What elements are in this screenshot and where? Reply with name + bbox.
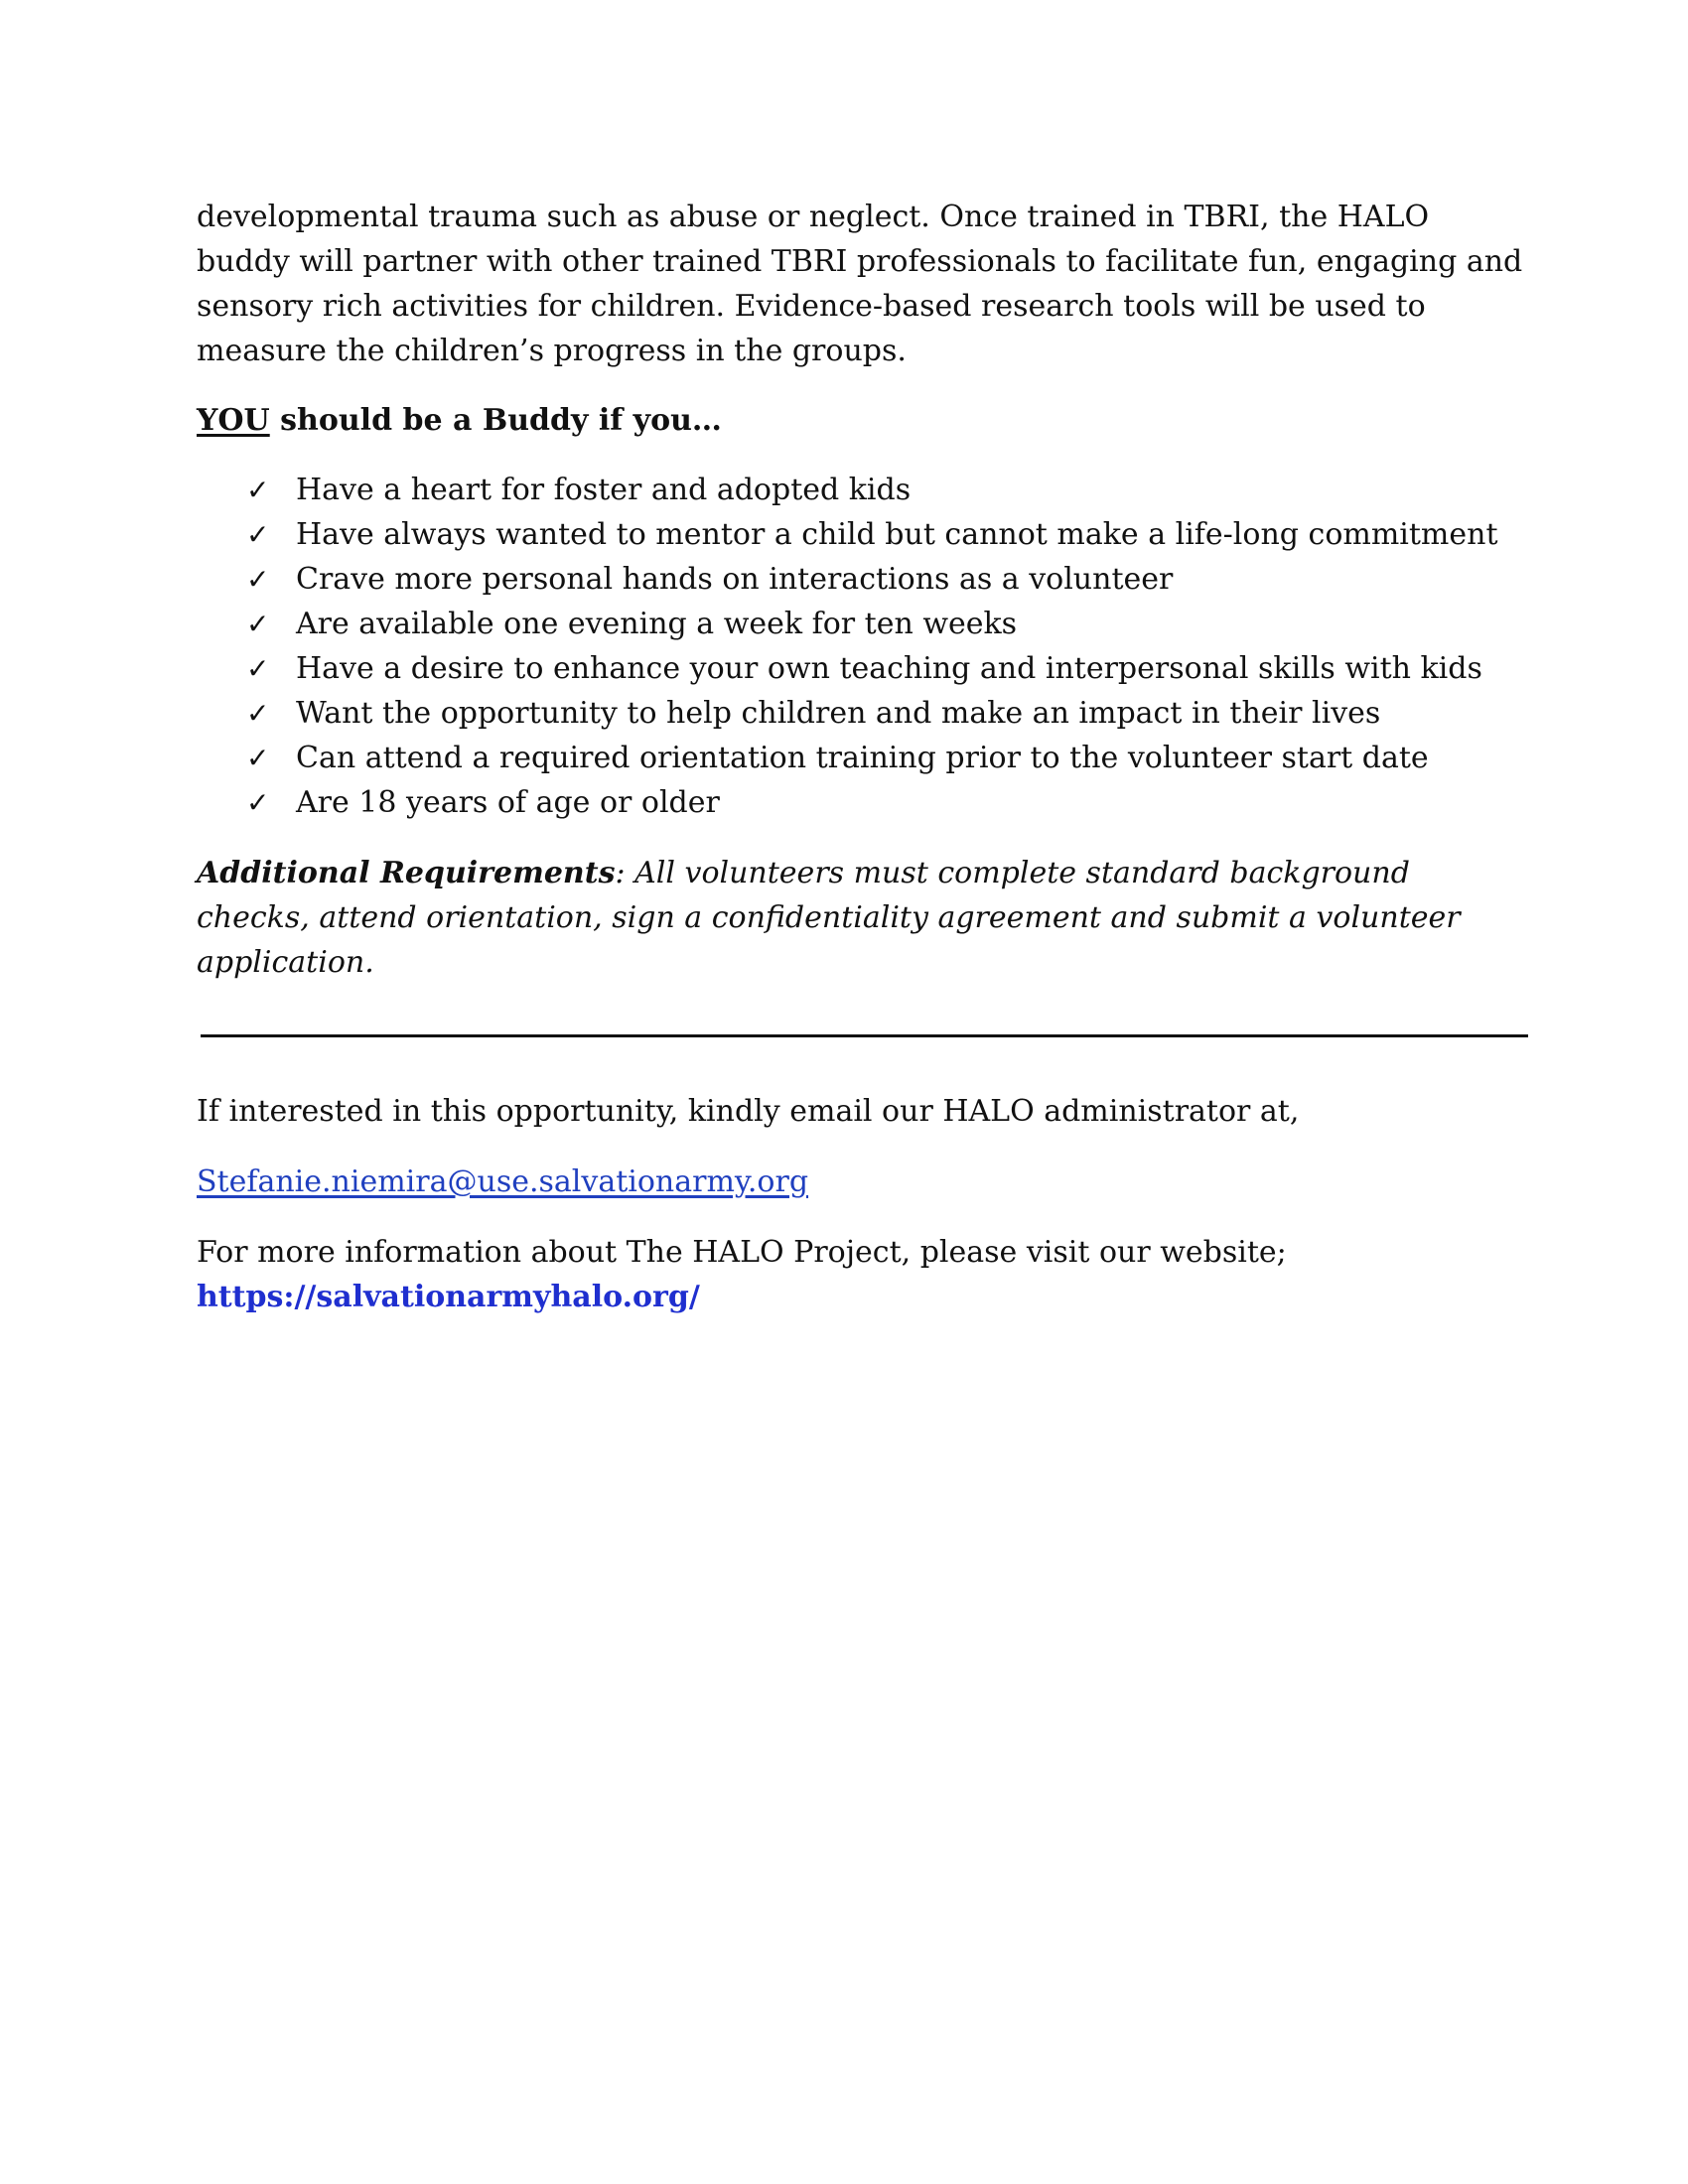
- checkmark-icon: ✓: [246, 652, 270, 685]
- checklist-item-text: Have a desire to enhance your own teaching and interpersonal skills with kids: [296, 651, 1482, 686]
- additional-requirements-text: : All volunteers must complete standard background checks, attend orientation, sign a confidentiality agreement and submit a volunteer application.: [197, 856, 1461, 980]
- buddy-checklist: [197, 468, 1527, 825]
- checklist-item-text: Want the opportunity to help children and make an impact in their lives: [296, 696, 1381, 731]
- checkmark-icon: ✓: [246, 786, 270, 819]
- checklist-item-text: Have always wanted to mentor a child but cannot make a life-long commitment: [296, 517, 1498, 552]
- additional-requirements-label: Additional Requirements: [197, 856, 616, 890]
- checklist-item: [197, 646, 1527, 691]
- horizontal-divider: [201, 1034, 1528, 1037]
- more-info-text: For more information about The HALO Project, please visit our website;: [197, 1235, 1287, 1270]
- contact-interest-text: If interested in this opportunity, kindly email our HALO administrator at,: [197, 1094, 1300, 1129]
- checkmark-icon: ✓: [246, 742, 270, 774]
- heading-rest: should be a Buddy if you…: [269, 403, 722, 438]
- checklist-item: [197, 602, 1527, 646]
- website-link[interactable]: https://salvationarmyhalo.org/: [197, 1280, 700, 1314]
- checklist-item: [197, 512, 1527, 557]
- email-link[interactable]: Stefanie.niemira@use.salvationarmy.org: [197, 1164, 809, 1199]
- checklist-item-text: Crave more personal hands on interactions as a volunteer: [296, 562, 1174, 597]
- checklist-item: [197, 468, 1527, 512]
- checkmark-icon: ✓: [246, 608, 270, 640]
- checklist-item-text: Are available one evening a week for ten weeks: [296, 607, 1018, 641]
- checklist-item: [197, 736, 1527, 780]
- checklist-item: [197, 691, 1527, 736]
- more-info-paragraph: [197, 1230, 1527, 1319]
- checklist-item: [197, 780, 1527, 825]
- checklist-item-text: Can attend a required orientation training prior to the volunteer start date: [296, 741, 1429, 775]
- checkmark-icon: ✓: [246, 518, 270, 551]
- checklist-item-text: Are 18 years of age or older: [296, 785, 720, 820]
- checklist-item-text: Have a heart for foster and adopted kids: [296, 473, 912, 507]
- document-page: [197, 195, 1527, 1319]
- intro-paragraph: developmental trauma such as abuse or neglect. Once trained in TBRI, the HALO buddy will partner with other trained TBRI professionals to facilitate fun, engaging and sensory rich activities for children. Evidence-based research tools will be used to measure the children’s progress in the groups.: [197, 200, 1523, 368]
- checkmark-icon: ✓: [246, 474, 270, 506]
- checkmark-icon: ✓: [246, 563, 270, 596]
- additional-requirements: [197, 851, 1527, 985]
- buddy-section-heading: [197, 398, 1527, 443]
- heading-emphasis-you: YOU: [197, 403, 270, 438]
- checkmark-icon: ✓: [246, 697, 270, 730]
- checklist-item: [197, 557, 1527, 602]
